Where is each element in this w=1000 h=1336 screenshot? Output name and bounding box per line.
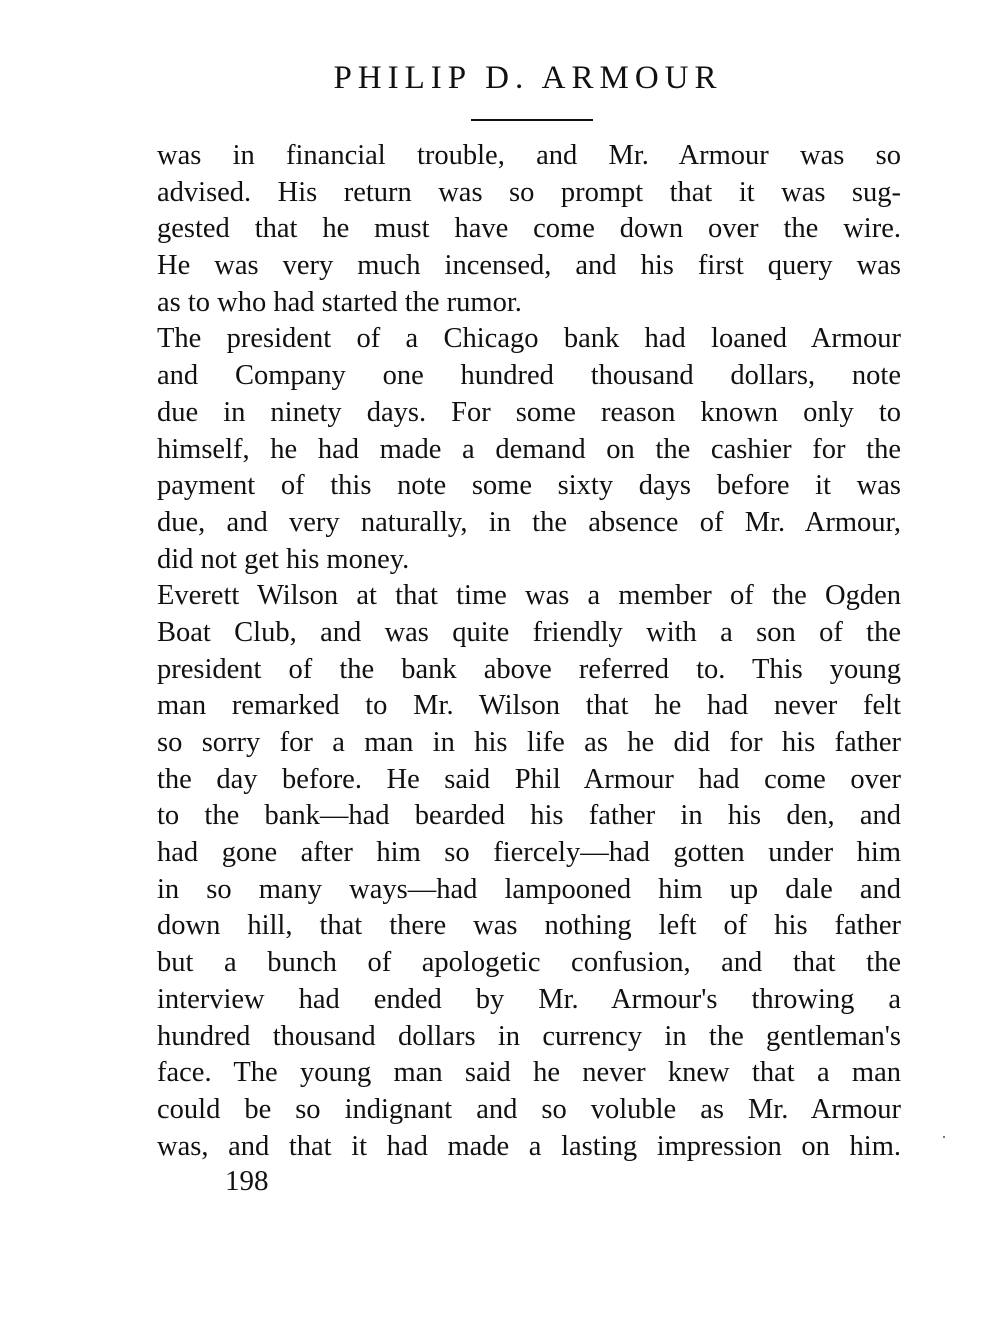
text-line: was, and that it had made a lasting impression on him. (157, 1130, 901, 1162)
text-line: face. The young man said he never knew that a man (157, 1057, 901, 1089)
text-line: Boat Club, and was quite friendly with a son of the (157, 616, 901, 648)
text-line: to the bank—had bearded his father in his den, and (157, 800, 901, 832)
text-line: Everett Wilson at that time was a member of the Ogden (157, 580, 901, 612)
head-rule (471, 119, 593, 121)
print-speck (943, 1136, 945, 1138)
text-line: as to who had started the rumor. (157, 286, 522, 318)
page-number: 198 (225, 1165, 269, 1197)
text-line: had gone after him so fiercely—had gotten under him (157, 837, 901, 869)
text-line: himself, he had made a demand on the cashier for the (157, 433, 901, 465)
text-line: did not get his money. (157, 543, 410, 575)
text-line: advised. His return was so prompt that it was sug- (157, 176, 901, 208)
text-line: president of the bank above referred to. This young (157, 653, 901, 685)
text-line: in so many ways—had lampooned him up dale and (157, 873, 901, 905)
text-line: down hill, that there was nothing left of his father (157, 910, 901, 942)
running-head: PHILIP D. ARMOUR (333, 60, 723, 96)
text-line: so sorry for a man in his life as he did for his father (157, 727, 901, 758)
text-line: The president of a Chicago bank had loaned Armour (157, 323, 901, 355)
text-line: He was very much incensed, and his first query was (157, 250, 901, 282)
text-line: gested that he must have come down over the wire. (157, 213, 901, 245)
text-line: man remarked to Mr. Wilson that he had never felt (157, 690, 901, 722)
text-line: payment of this note some sixty days before it was (157, 470, 901, 502)
text-line: was in financial trouble, and Mr. Armour was so (157, 140, 901, 171)
text-line: and Company one hundred thousand dollars, note (157, 360, 901, 392)
body-text (157, 138, 901, 1165)
text-line: hundred thousand dollars in currency in the gentleman's (157, 1020, 901, 1052)
text-line: could be so indignant and so voluble as Mr. Armour (157, 1093, 901, 1125)
text-line: but a bunch of apologetic confusion, and that the (157, 947, 901, 979)
text-line: due in ninety days. For some reason known only to (157, 396, 901, 428)
text-line: interview had ended by Mr. Armour's throwing a (157, 983, 901, 1015)
text-line: due, and very naturally, in the absence of Mr. Armour, (157, 506, 901, 538)
text-line: the day before. He said Phil Armour had come over (157, 763, 901, 795)
